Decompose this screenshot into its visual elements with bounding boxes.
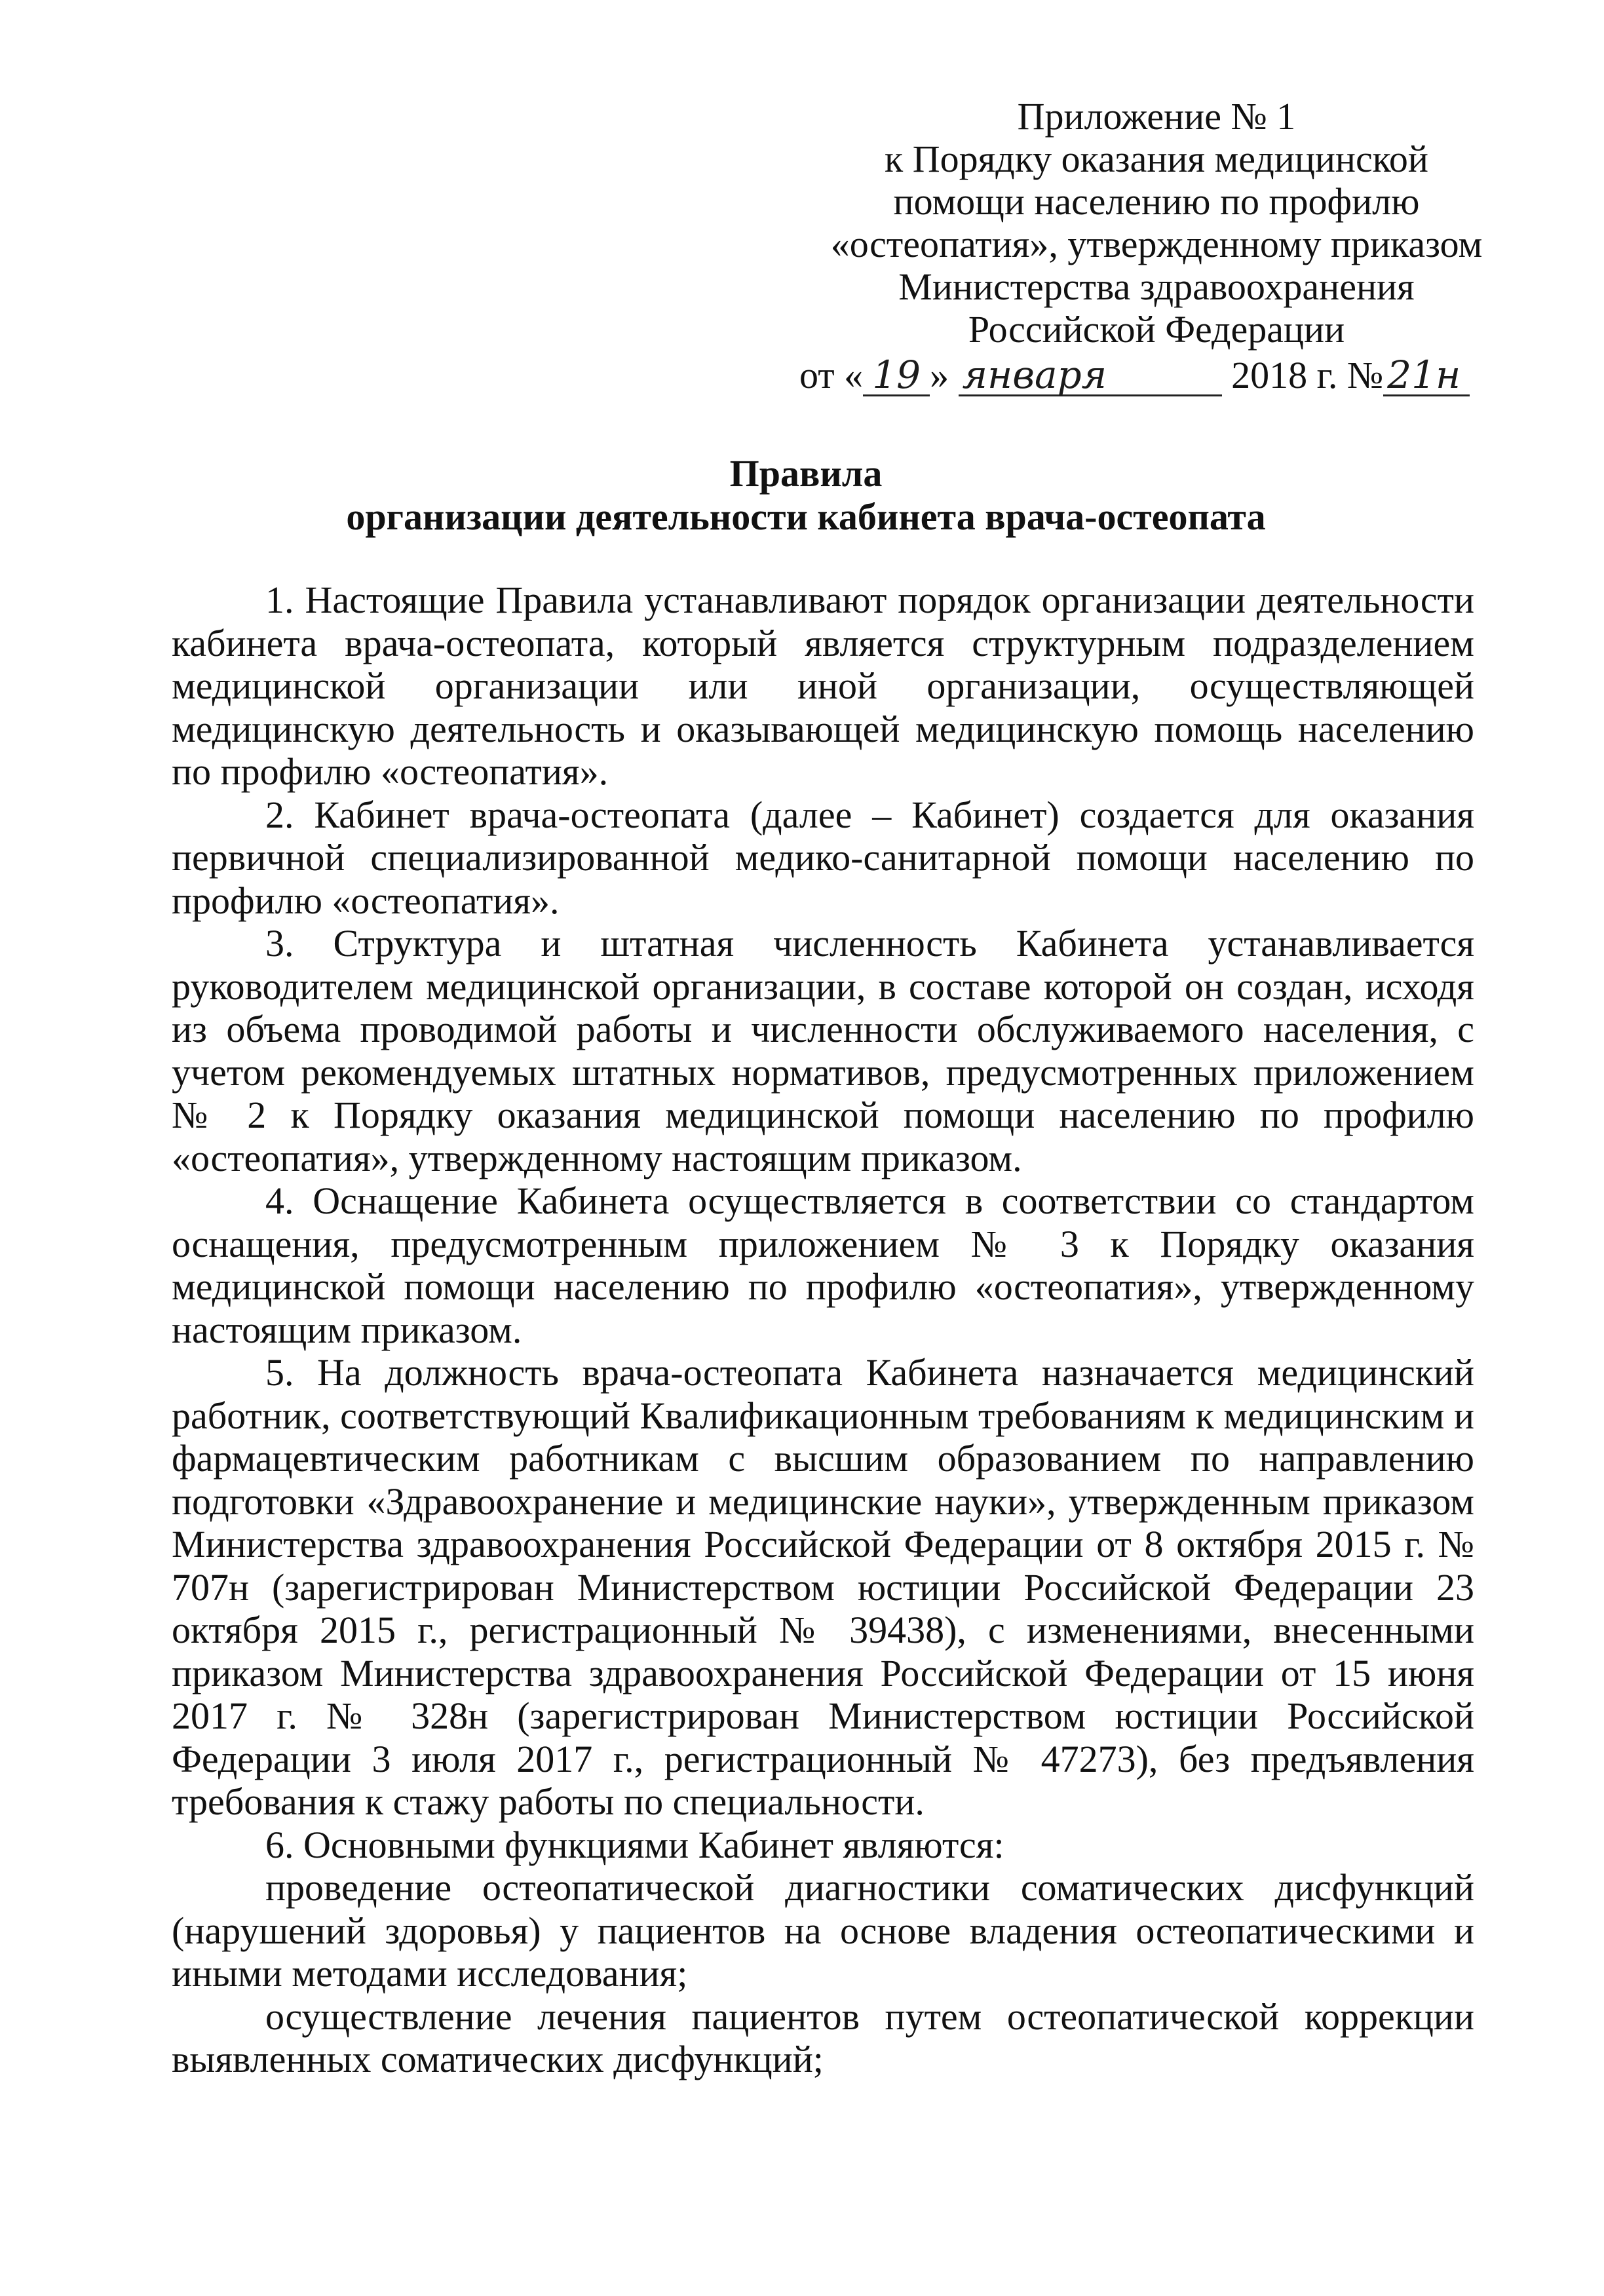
title-line-2: организации деятельности кабинета врача-остеопата	[346, 495, 1266, 538]
handwritten-day: 19	[863, 355, 930, 396]
function-item-2: осуществление лечения пациентов путем остеопатической коррекции выявленных соматических дисфункций;	[172, 1995, 1474, 2080]
appendix-line: к Порядку оказания медицинской	[885, 138, 1428, 180]
document-body	[172, 579, 1474, 2081]
handwritten-month: января	[959, 355, 1222, 396]
paragraph-5: 5. На должность врача-остеопата Кабинета назначается медицинский работник, соответствующий Квалификационным требованиям к медицинским и фармацевтическим работникам с высшим образованием по направлению подготовки «Здравоохранение и медицинские науки», утвержденным приказом Министерства здравоохранения Российской Федерации от 8 октября 2015 г. № 707н (зарегистрирован Министерством юстиции Российской Федерации 23 октября 2015 г., регистрационный № 39438), с изменениями, внесенными приказом Министерства здравоохранения Российской Федерации от 15 июня 2017 г. № 328н (зарегистрирован Министерством юстиции Российской Федерации 3 июля 2017 г., регистрационный № 47273), без предъявления требования к стажу работы по специальности.	[172, 1351, 1474, 1823]
date-year-number-label: 2018 г. №	[1231, 354, 1384, 396]
appendix-line: «остеопатия», утвержденному приказом	[830, 223, 1483, 265]
date-prefix: от «	[799, 354, 864, 396]
date-quote-close: »	[930, 354, 949, 396]
appendix-line: помощи населению по профилю	[893, 180, 1420, 223]
paragraph-1: 1. Настоящие Правила устанавливают порядок организации деятельности кабинета врача-остеопата, который является структурным подразделением медицинской организации или иной организации, осуществляющей медицинскую деятельность и оказывающей медицинскую помощь населению по профилю «остеопатия».	[172, 579, 1474, 793]
paragraph-4: 4. Оснащение Кабинета осуществляется в соответствии со стандартом оснащения, предусмотренным приложением № 3 к Порядку оказания медицинской помощи населению по профилю «остеопатия», утвержденному настоящим приказом.	[172, 1179, 1474, 1351]
appendix-header	[786, 95, 1527, 351]
function-item-1: проведение остеопатической диагностики соматических дисфункций (нарушений здоровья) у пациентов на основе владения остеопатическими и иными методами исследования;	[172, 1866, 1474, 1995]
paragraph-6: 6. Основными функциями Кабинет являются:	[265, 1823, 1004, 1866]
order-date-line	[799, 354, 1470, 396]
appendix-line: Приложение № 1	[1017, 95, 1296, 138]
paragraph-2: 2. Кабинет врача-остеопата (далее – Кабинет) создается для оказания первичной специализированной медико-санитарной помощи населению по профилю «остеопатия».	[172, 793, 1474, 922]
paragraph-3: 3. Структура и штатная численность Кабинета устанавливается руководителем медицинской организации, в составе которой он создан, исходя из объема проводимой работы и численности обслуживаемого населения, с учетом рекомендуемых штатных нормативов, предусмотренных приложением № 2 к Порядку оказания медицинской помощи населению по профилю «остеопатия», утвержденному настоящим приказом.	[172, 922, 1474, 1179]
handwritten-order-number: 21н	[1383, 355, 1470, 396]
appendix-line: Российской Федерации	[968, 308, 1345, 351]
document-title	[118, 452, 1494, 539]
title-line-1: Правила	[729, 452, 883, 495]
appendix-line: Министерства здравоохранения	[898, 265, 1415, 308]
